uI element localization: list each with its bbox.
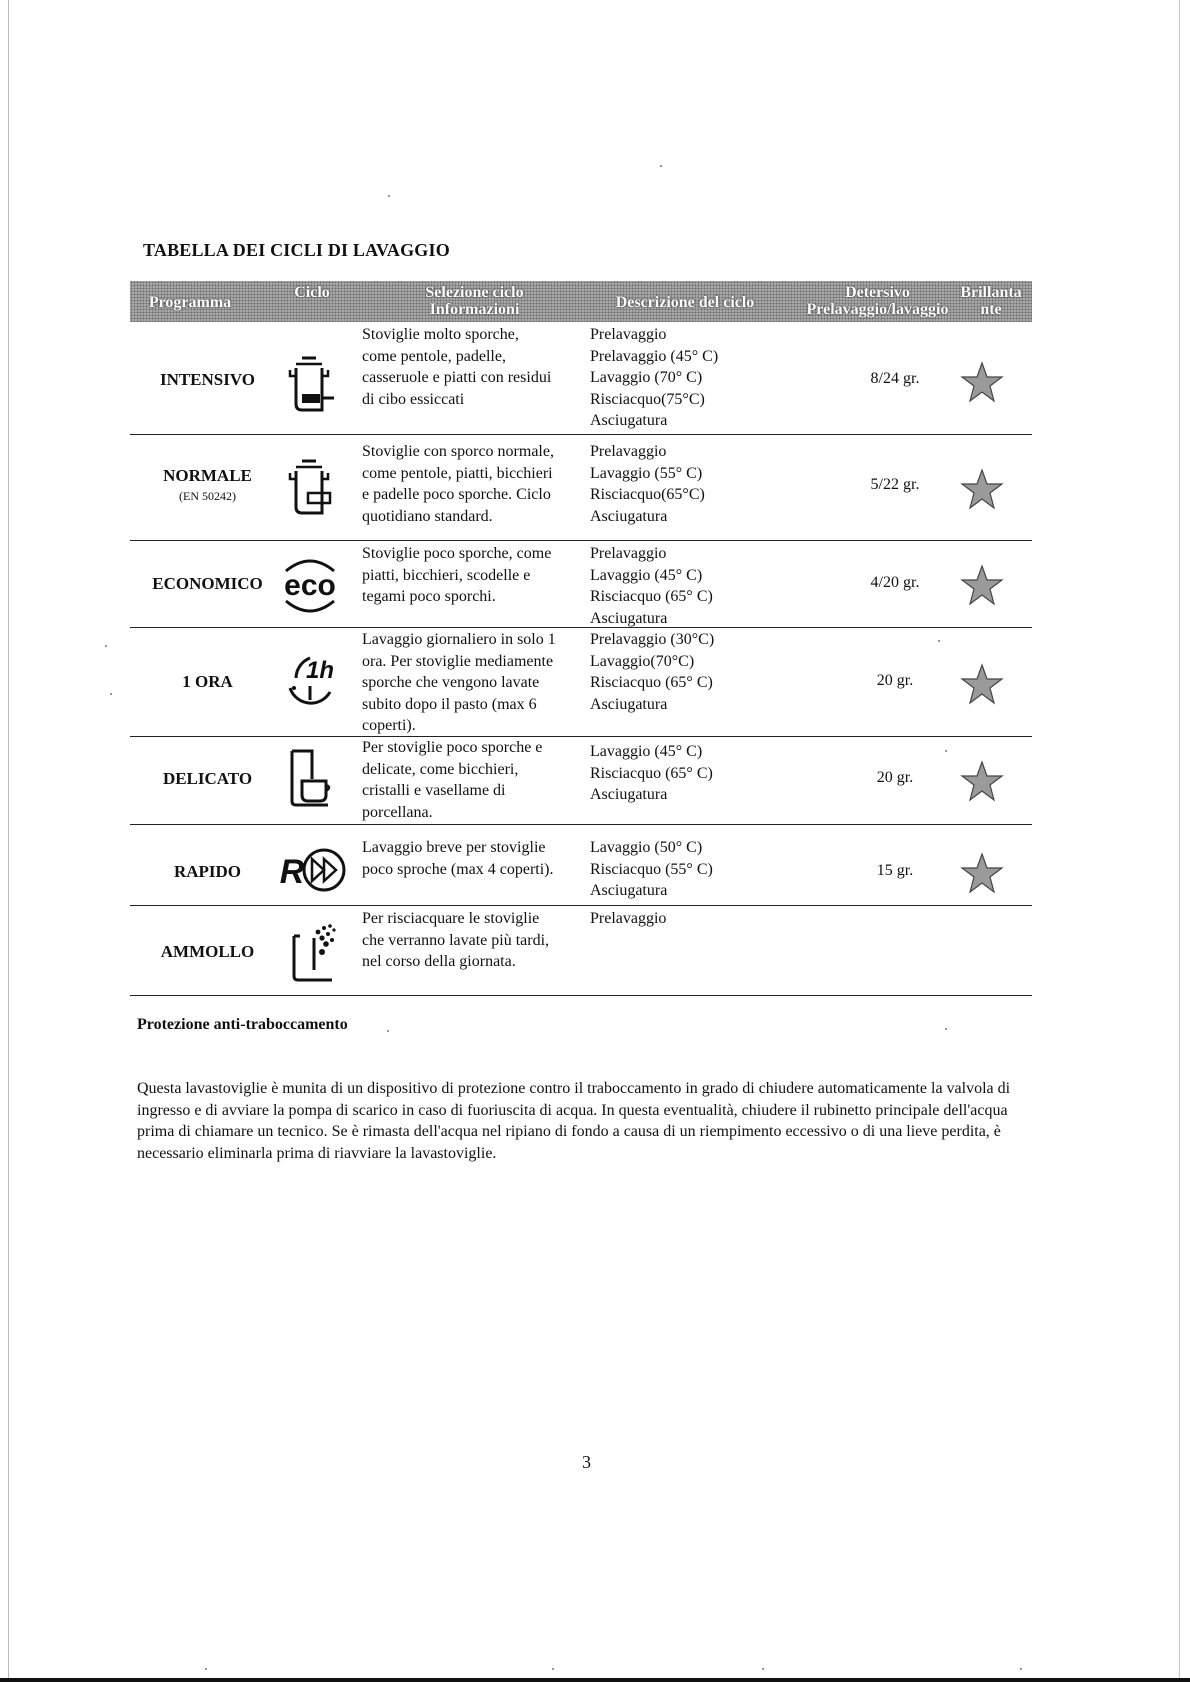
section-paragraph: Questa lavastoviglie è munita di un dispositivo di protezione contro il traboccamento in grado di chiudere automaticamente la valvola di ingresso e di avviare la pompa di scarico in caso di fuoriuscita di acqua. In questa eventualità, chiudere il rubinetto principale dell'acqua prima di chiamare un tecnico. Se è rimasta dell'acqua nel ripiano di fondo a causa di un riempimento eccessivo o di una lieve perdita, è necessario eliminarla prima di riavviare la lavastoviglie.	[137, 1080, 1011, 1162]
info-line: come pentole, padelle,	[362, 347, 506, 365]
info-line: piatti, bicchieri, scodelle e	[362, 566, 531, 584]
info-line: delicate, come bicchieri,	[362, 760, 519, 778]
cycle-steps	[590, 324, 770, 432]
info-line: Stoviglie poco sporche, come	[362, 545, 552, 562]
info-line: cristalli e vasellame di	[362, 782, 506, 799]
detergent-dose: 4/20 gr.	[870, 574, 920, 591]
program-label: NORMALE	[163, 466, 252, 485]
info-line: e padelle poco sporche. Ciclo	[362, 486, 551, 503]
program-name: 1 ORA	[182, 672, 233, 691]
step-line: Lavaggio(70°C)	[590, 652, 695, 670]
header-detersivo-line2: Prelavaggio/lavaggio	[806, 301, 949, 318]
info-line: Stoviglie con sporco normale,	[362, 443, 554, 460]
cycle-steps	[590, 908, 770, 930]
header-ciclo: Ciclo	[294, 284, 330, 301]
header-brillantante-line2: nte	[980, 301, 1002, 318]
program-standard: (EN 50242)	[179, 489, 236, 503]
step-line: Asciugatura	[590, 412, 668, 429]
scan-speck	[388, 195, 390, 197]
info-line: subito dopo il pasto (max 6	[362, 695, 537, 713]
scan-speck	[762, 1668, 764, 1670]
cycle-info	[362, 629, 587, 737]
one-hour-icon-text: 1h	[305, 657, 335, 684]
info-line: quotidiano standard.	[362, 507, 493, 525]
table-row	[130, 322, 1032, 435]
step-line: Prelavaggio	[590, 326, 667, 343]
scan-speck	[552, 1668, 554, 1670]
cycle-info	[362, 543, 587, 608]
cycle-steps	[590, 441, 770, 527]
cycle-info	[362, 837, 587, 880]
cycle-info	[362, 908, 587, 973]
step-line: Lavaggio (45° C)	[590, 743, 703, 760]
scan-speck	[938, 640, 940, 642]
scan-speck	[205, 1668, 207, 1670]
rapid-icon	[270, 835, 350, 905]
step-line: Prelavaggio	[590, 443, 667, 460]
table-row	[130, 435, 1032, 541]
header-detersivo-line1: Detersivo	[845, 284, 910, 301]
scan-edge-bottom	[0, 1678, 1190, 1682]
rinse-aid-star-icon	[960, 467, 1016, 511]
program-name: DELICATO	[162, 769, 253, 788]
info-line: Per stoviglie poco sporche e	[362, 739, 543, 756]
program-name: ECONOMICO	[152, 574, 263, 593]
pot-normal-icon	[270, 453, 350, 523]
info-line: Per risciacquare le stoviglie	[362, 910, 540, 927]
program-name: INTENSIVO	[159, 370, 256, 389]
step-line: Lavaggio (45° C)	[590, 566, 703, 584]
detergent-dose: 20 gr.	[876, 769, 914, 786]
info-line: come pentole, piatti, bicchieri	[362, 464, 553, 482]
table-header	[130, 281, 1032, 322]
table-row	[130, 628, 1032, 737]
table-row	[130, 541, 1032, 628]
cycle-info	[362, 737, 587, 823]
detergent-dose: 20 gr.	[876, 672, 914, 689]
step-line: Lavaggio (50° C)	[590, 839, 703, 856]
step-line: Lavaggio (55° C)	[590, 464, 703, 482]
table-row	[130, 737, 1032, 825]
eco-icon	[270, 549, 350, 619]
section-title: Protezione anti-traboccamento	[137, 1016, 348, 1033]
rinse-aid-star-icon	[960, 662, 1016, 706]
table-title: TABELLA DEI CICLI DI LAVAGGIO	[143, 240, 450, 260]
one-hour-icon	[270, 648, 350, 718]
cycle-steps	[590, 543, 770, 629]
info-line: tegami poco sporchi.	[362, 588, 496, 605]
header-descrizione: Descrizione del ciclo	[615, 294, 755, 311]
step-line: Risciacquo (65° C)	[590, 674, 713, 691]
detergent-dose: 15 gr.	[876, 862, 914, 879]
glass-cup-icon	[270, 743, 350, 813]
info-line: Stoviglie molto sporche,	[362, 326, 519, 343]
step-line: Risciacquo (65° C)	[590, 764, 713, 782]
info-line: nel corso della giornata.	[362, 953, 516, 970]
rapid-icon-text: R	[279, 853, 305, 891]
detergent-dose: 8/24 gr.	[870, 370, 920, 387]
info-line: Lavaggio breve per stoviglie	[362, 839, 546, 856]
step-line: Asciugatura	[590, 507, 668, 525]
info-line: poco sproche (max 4 coperti).	[362, 860, 554, 878]
scan-speck	[660, 165, 662, 167]
header-brillantante-line1: Brillanta	[960, 284, 1022, 301]
cycle-steps	[590, 629, 770, 715]
step-line: Prelavaggio	[590, 545, 667, 562]
info-line: casseruole e piatti con residui	[362, 369, 552, 386]
cycle-steps	[590, 837, 770, 902]
rinse-aid-star-icon	[960, 759, 1016, 803]
step-line: Asciugatura	[590, 695, 668, 713]
program-name	[130, 466, 285, 506]
step-line: Asciugatura	[590, 882, 668, 899]
soak-icon	[270, 918, 350, 988]
program-name: RAPIDO	[173, 862, 242, 881]
step-line: Prelavaggio	[590, 910, 667, 927]
rinse-aid-star-icon	[960, 851, 1016, 895]
scan-speck	[110, 693, 112, 695]
header-selezione	[362, 284, 587, 318]
info-line: Lavaggio giornaliero in solo 1	[362, 631, 556, 648]
step-line: Asciugatura	[590, 609, 668, 627]
scan-speck	[105, 645, 107, 647]
step-line: Risciacquo (55° C)	[590, 860, 713, 878]
header-programma: Programma	[148, 294, 232, 311]
step-line: Asciugatura	[590, 786, 668, 803]
step-line: Risciacquo(75°C)	[590, 390, 705, 408]
page-number: 3	[582, 1452, 591, 1472]
scan-edge-right	[1179, 0, 1180, 1682]
detergent-dose: 5/22 gr.	[870, 476, 920, 493]
info-line: porcellana.	[362, 803, 433, 821]
header-selezione-line2: Informazioni	[429, 301, 520, 318]
step-line: Prelavaggio (30°C)	[590, 631, 715, 648]
header-selezione-line1: Selezione ciclo	[425, 284, 524, 301]
wash-cycle-table	[130, 281, 1032, 996]
scan-speck	[945, 1028, 947, 1030]
scan-edge-left	[8, 0, 9, 1682]
step-line: Prelavaggio (45° C)	[590, 347, 719, 365]
pot-intensive-icon	[270, 352, 350, 422]
table-row	[130, 906, 1032, 996]
info-line: che verranno lavate più tardi,	[362, 931, 550, 949]
cycle-steps	[590, 741, 770, 806]
step-line: Risciacquo(65°C)	[590, 486, 705, 503]
scan-speck	[1020, 1668, 1022, 1670]
rinse-aid-star-icon	[960, 563, 1016, 607]
scan-speck	[945, 750, 947, 752]
eco-icon-text: eco	[284, 569, 336, 602]
cycle-info	[362, 441, 587, 527]
table-row	[130, 825, 1032, 906]
step-line: Lavaggio (70° C)	[590, 369, 703, 386]
header-brillantante	[950, 284, 1032, 318]
cycle-info	[362, 324, 587, 410]
step-line: Risciacquo (65° C)	[590, 588, 713, 605]
scan-speck	[387, 1030, 389, 1032]
info-line: ora. Per stoviglie mediamente	[362, 652, 554, 670]
info-line: sporche che vengono lavate	[362, 674, 540, 691]
rinse-aid-star-icon	[960, 360, 1016, 404]
info-line: di cibo essiccati	[362, 390, 465, 408]
info-line: coperti).	[362, 717, 416, 734]
program-name: AMMOLLO	[160, 942, 255, 961]
